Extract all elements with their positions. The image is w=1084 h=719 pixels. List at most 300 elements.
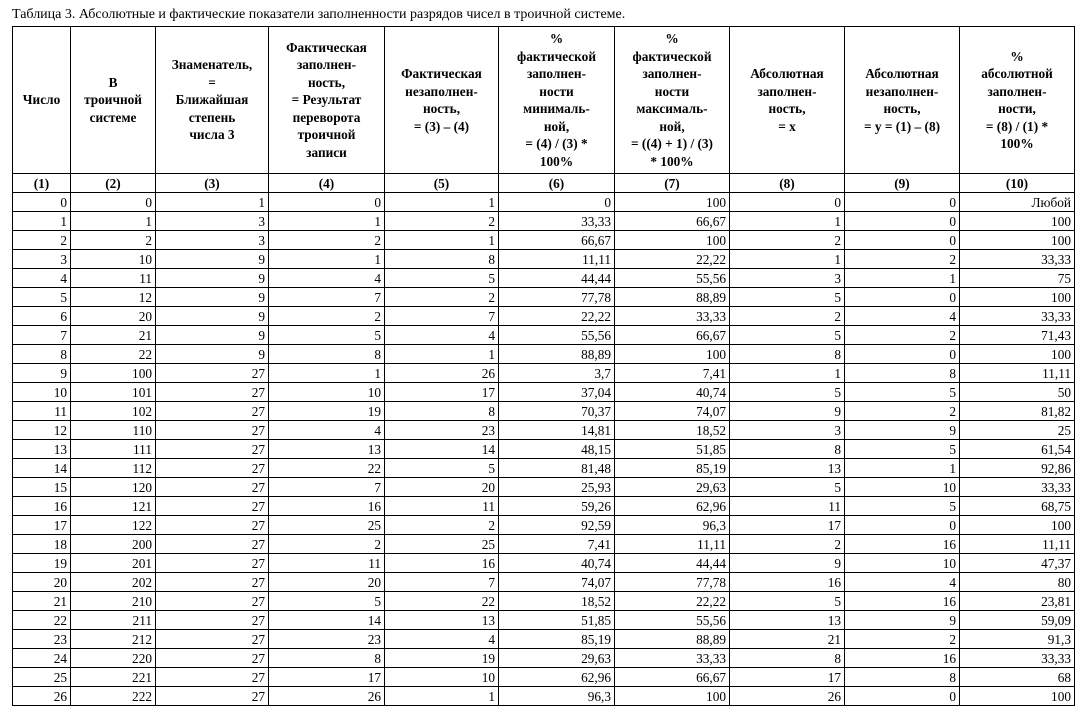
table-cell: 13 bbox=[269, 440, 385, 459]
table-cell: 22,22 bbox=[615, 250, 730, 269]
table-cell: 1 bbox=[156, 193, 269, 212]
ternary-fill-table bbox=[12, 26, 1075, 706]
table-cell: 1 bbox=[269, 364, 385, 383]
table-cell: 21 bbox=[13, 592, 71, 611]
table-cell: 8 bbox=[269, 649, 385, 668]
table-cell: 55,56 bbox=[615, 269, 730, 288]
table-cell: 92,59 bbox=[499, 516, 615, 535]
table-cell: 9 bbox=[156, 345, 269, 364]
table-cell: 11,11 bbox=[960, 364, 1075, 383]
table-cell: 17 bbox=[730, 668, 845, 687]
table-row bbox=[13, 421, 1075, 440]
table-cell: 25 bbox=[385, 535, 499, 554]
table-cell: 10 bbox=[13, 383, 71, 402]
table-cell: 120 bbox=[71, 478, 156, 497]
table-cell: 16 bbox=[845, 535, 960, 554]
table-cell: 11 bbox=[269, 554, 385, 573]
table-cell: 0 bbox=[730, 193, 845, 212]
table-cell: 77,78 bbox=[615, 573, 730, 592]
table-cell: 2 bbox=[845, 326, 960, 345]
table-cell: 1 bbox=[385, 231, 499, 250]
column-number-cell: (9) bbox=[845, 174, 960, 193]
table-cell: 1 bbox=[385, 345, 499, 364]
table-cell: 47,37 bbox=[960, 554, 1075, 573]
table-row bbox=[13, 288, 1075, 307]
table-cell: 10 bbox=[71, 250, 156, 269]
table-cell: 9 bbox=[730, 402, 845, 421]
table-cell: 75 bbox=[960, 269, 1075, 288]
table-row bbox=[13, 231, 1075, 250]
table-cell: 17 bbox=[13, 516, 71, 535]
table-cell: 27 bbox=[156, 554, 269, 573]
table-cell: 222 bbox=[71, 687, 156, 706]
table-caption: Таблица 3. Абсолютные и фактические показатели заполненности разрядов чисел в троичной системе. bbox=[12, 7, 626, 22]
table-cell: 1 bbox=[269, 250, 385, 269]
table-cell: 3,7 bbox=[499, 364, 615, 383]
table-cell: 3 bbox=[730, 421, 845, 440]
table-cell: 51,85 bbox=[615, 440, 730, 459]
table-cell: 7 bbox=[385, 573, 499, 592]
table-cell: 88,89 bbox=[615, 288, 730, 307]
table-cell: 59,26 bbox=[499, 497, 615, 516]
table-cell: 27 bbox=[156, 383, 269, 402]
table-cell: 44,44 bbox=[615, 554, 730, 573]
table-cell: 15 bbox=[13, 478, 71, 497]
table-cell: 10 bbox=[385, 668, 499, 687]
table-cell: 0 bbox=[845, 212, 960, 231]
table-cell: 9 bbox=[845, 611, 960, 630]
table-cell: 14 bbox=[13, 459, 71, 478]
table-cell: 5 bbox=[730, 383, 845, 402]
table-cell: 27 bbox=[156, 440, 269, 459]
table-cell: 37,04 bbox=[499, 383, 615, 402]
table-cell: 50 bbox=[960, 383, 1075, 402]
table-cell: 122 bbox=[71, 516, 156, 535]
table-cell: 33,33 bbox=[499, 212, 615, 231]
header-cell: Абсолютная заполнен- ность, = x bbox=[730, 27, 845, 174]
table-row bbox=[13, 611, 1075, 630]
table-body bbox=[13, 193, 1075, 706]
table-cell: 11 bbox=[71, 269, 156, 288]
table-cell: 18,52 bbox=[499, 592, 615, 611]
table-row bbox=[13, 554, 1075, 573]
table-row bbox=[13, 440, 1075, 459]
table-row bbox=[13, 307, 1075, 326]
table-cell: 27 bbox=[156, 687, 269, 706]
table-cell: 1 bbox=[385, 687, 499, 706]
table-cell: 68,75 bbox=[960, 497, 1075, 516]
table-cell: 12 bbox=[71, 288, 156, 307]
table-row bbox=[13, 364, 1075, 383]
table-cell: 2 bbox=[845, 630, 960, 649]
table-cell: 91,3 bbox=[960, 630, 1075, 649]
table-cell: 5 bbox=[845, 497, 960, 516]
table-cell: 13 bbox=[730, 459, 845, 478]
table-cell: 92,86 bbox=[960, 459, 1075, 478]
table-row bbox=[13, 383, 1075, 402]
table-cell: 20 bbox=[13, 573, 71, 592]
column-number-cell: (7) bbox=[615, 174, 730, 193]
table-cell: 111 bbox=[71, 440, 156, 459]
table-cell: 100 bbox=[71, 364, 156, 383]
table-cell: 5 bbox=[730, 592, 845, 611]
table-cell: 102 bbox=[71, 402, 156, 421]
table-cell: 23,81 bbox=[960, 592, 1075, 611]
table-cell: 3 bbox=[156, 212, 269, 231]
table-cell: 0 bbox=[13, 193, 71, 212]
table-cell: 25 bbox=[13, 668, 71, 687]
table-cell: 20 bbox=[269, 573, 385, 592]
table-row bbox=[13, 193, 1075, 212]
table-cell: 9 bbox=[730, 554, 845, 573]
table-cell: 21 bbox=[71, 326, 156, 345]
table-cell: 10 bbox=[845, 478, 960, 497]
table-cell: 200 bbox=[71, 535, 156, 554]
table-cell: 221 bbox=[71, 668, 156, 687]
table-cell: 1 bbox=[269, 212, 385, 231]
table-cell: 85,19 bbox=[615, 459, 730, 478]
table-cell: 5 bbox=[730, 288, 845, 307]
table-cell: 8 bbox=[845, 668, 960, 687]
table-cell: 11 bbox=[385, 497, 499, 516]
table-cell: 5 bbox=[385, 459, 499, 478]
table-cell: 100 bbox=[960, 345, 1075, 364]
table-cell: 4 bbox=[269, 269, 385, 288]
header-cell: В троичной системе bbox=[71, 27, 156, 174]
table-row bbox=[13, 516, 1075, 535]
header-cell: % абсолютной заполнен- ности, = (8) / (1) * 100% bbox=[960, 27, 1075, 174]
table-cell: 8 bbox=[845, 364, 960, 383]
table-cell: 14 bbox=[385, 440, 499, 459]
table-cell: 1 bbox=[730, 364, 845, 383]
table-cell: 17 bbox=[269, 668, 385, 687]
table-cell: Любой bbox=[960, 193, 1075, 212]
table-cell: 100 bbox=[615, 345, 730, 364]
table-cell: 19 bbox=[269, 402, 385, 421]
table-cell: 0 bbox=[845, 345, 960, 364]
table-cell: 100 bbox=[960, 516, 1075, 535]
table-cell: 10 bbox=[845, 554, 960, 573]
table-cell: 19 bbox=[13, 554, 71, 573]
table-cell: 100 bbox=[960, 687, 1075, 706]
table-cell: 16 bbox=[845, 649, 960, 668]
table-cell: 85,19 bbox=[499, 630, 615, 649]
table-cell: 26 bbox=[385, 364, 499, 383]
table-cell: 121 bbox=[71, 497, 156, 516]
column-number-cell: (8) bbox=[730, 174, 845, 193]
table-cell: 0 bbox=[499, 193, 615, 212]
table-cell: 18 bbox=[13, 535, 71, 554]
table-cell: 13 bbox=[385, 611, 499, 630]
table-cell: 17 bbox=[730, 516, 845, 535]
header-cell: Число bbox=[13, 27, 71, 174]
table-cell: 8 bbox=[269, 345, 385, 364]
table-cell: 1 bbox=[730, 212, 845, 231]
table-cell: 101 bbox=[71, 383, 156, 402]
table-cell: 26 bbox=[269, 687, 385, 706]
table-cell: 66,67 bbox=[615, 212, 730, 231]
table-cell: 88,89 bbox=[499, 345, 615, 364]
table-cell: 22 bbox=[13, 611, 71, 630]
table-cell: 27 bbox=[156, 535, 269, 554]
table-cell: 3 bbox=[13, 250, 71, 269]
table-row bbox=[13, 687, 1075, 706]
table-cell: 0 bbox=[269, 193, 385, 212]
header-cell: Знаменатель, = Ближайшая степень числа 3 bbox=[156, 27, 269, 174]
table-cell: 96,3 bbox=[499, 687, 615, 706]
table-cell: 96,3 bbox=[615, 516, 730, 535]
table-cell: 100 bbox=[615, 231, 730, 250]
table-cell: 5 bbox=[730, 478, 845, 497]
header-cell: Фактическая незаполнен- ность, = (3) – (4) bbox=[385, 27, 499, 174]
table-cell: 77,78 bbox=[499, 288, 615, 307]
table-cell: 9 bbox=[156, 288, 269, 307]
table-row bbox=[13, 269, 1075, 288]
header-cell: % фактической заполнен- ности максималь- ной, = ((4) + 1) / (3) * 100% bbox=[615, 27, 730, 174]
table-cell: 2 bbox=[13, 231, 71, 250]
table-cell: 22,22 bbox=[615, 592, 730, 611]
table-cell: 88,89 bbox=[615, 630, 730, 649]
table-cell: 11,11 bbox=[499, 250, 615, 269]
table-cell: 3 bbox=[156, 231, 269, 250]
header-cell: % фактической заполнен- ности минималь- ной, = (4) / (3) * 100% bbox=[499, 27, 615, 174]
table-row bbox=[13, 478, 1075, 497]
table-cell: 220 bbox=[71, 649, 156, 668]
table-cell: 0 bbox=[71, 193, 156, 212]
table-cell: 27 bbox=[156, 630, 269, 649]
column-number-cell: (2) bbox=[71, 174, 156, 193]
table-cell: 8 bbox=[730, 440, 845, 459]
table-cell: 12 bbox=[13, 421, 71, 440]
table-cell: 7,41 bbox=[615, 364, 730, 383]
table-cell: 25 bbox=[960, 421, 1075, 440]
table-cell: 201 bbox=[71, 554, 156, 573]
table-cell: 5 bbox=[845, 383, 960, 402]
table-row bbox=[13, 573, 1075, 592]
table-cell: 1 bbox=[845, 269, 960, 288]
table-cell: 11,11 bbox=[615, 535, 730, 554]
table-cell: 55,56 bbox=[499, 326, 615, 345]
table-cell: 110 bbox=[71, 421, 156, 440]
table-cell: 17 bbox=[385, 383, 499, 402]
table-cell: 74,07 bbox=[615, 402, 730, 421]
table-cell: 9 bbox=[13, 364, 71, 383]
column-number-row bbox=[13, 174, 1075, 193]
table-row bbox=[13, 250, 1075, 269]
table-cell: 212 bbox=[71, 630, 156, 649]
table-row bbox=[13, 535, 1075, 554]
table-cell: 2 bbox=[845, 402, 960, 421]
table-row bbox=[13, 630, 1075, 649]
table-cell: 7 bbox=[269, 288, 385, 307]
table-cell: 24 bbox=[13, 649, 71, 668]
table-cell: 29,63 bbox=[499, 649, 615, 668]
table-cell: 27 bbox=[156, 364, 269, 383]
table-cell: 80 bbox=[960, 573, 1075, 592]
table-cell: 16 bbox=[845, 592, 960, 611]
table-cell: 5 bbox=[13, 288, 71, 307]
table-cell: 66,67 bbox=[615, 668, 730, 687]
table-cell: 210 bbox=[71, 592, 156, 611]
table-cell: 27 bbox=[156, 402, 269, 421]
table-cell: 2 bbox=[269, 535, 385, 554]
table-cell: 33,33 bbox=[960, 478, 1075, 497]
table-cell: 9 bbox=[156, 250, 269, 269]
table-cell: 11 bbox=[730, 497, 845, 516]
table-cell: 62,96 bbox=[615, 497, 730, 516]
table-cell: 2 bbox=[845, 250, 960, 269]
table-cell: 16 bbox=[13, 497, 71, 516]
table-cell: 0 bbox=[845, 687, 960, 706]
table-cell: 81,48 bbox=[499, 459, 615, 478]
table-cell: 0 bbox=[845, 193, 960, 212]
table-row bbox=[13, 649, 1075, 668]
table-cell: 7 bbox=[13, 326, 71, 345]
table-cell: 2 bbox=[730, 307, 845, 326]
table-cell: 9 bbox=[156, 307, 269, 326]
table-cell: 27 bbox=[156, 497, 269, 516]
table-cell: 100 bbox=[960, 231, 1075, 250]
table-cell: 20 bbox=[385, 478, 499, 497]
table-cell: 14,81 bbox=[499, 421, 615, 440]
column-number-cell: (4) bbox=[269, 174, 385, 193]
table-cell: 4 bbox=[845, 307, 960, 326]
table-cell: 5 bbox=[845, 440, 960, 459]
table-cell: 27 bbox=[156, 592, 269, 611]
table-cell: 1 bbox=[71, 212, 156, 231]
column-number-cell: (6) bbox=[499, 174, 615, 193]
table-cell: 61,54 bbox=[960, 440, 1075, 459]
table-cell: 0 bbox=[845, 516, 960, 535]
table-cell: 100 bbox=[615, 193, 730, 212]
table-cell: 1 bbox=[730, 250, 845, 269]
table-cell: 16 bbox=[730, 573, 845, 592]
table-cell: 211 bbox=[71, 611, 156, 630]
table-cell: 14 bbox=[269, 611, 385, 630]
table-cell: 2 bbox=[385, 288, 499, 307]
table-row bbox=[13, 345, 1075, 364]
table-cell: 16 bbox=[385, 554, 499, 573]
column-number-cell: (5) bbox=[385, 174, 499, 193]
table-cell: 5 bbox=[385, 269, 499, 288]
table-cell: 2 bbox=[71, 231, 156, 250]
table-cell: 2 bbox=[385, 516, 499, 535]
table-row bbox=[13, 592, 1075, 611]
header-cell: Фактическая заполнен- ность, = Результат переворота троичной записи bbox=[269, 27, 385, 174]
table-cell: 81,82 bbox=[960, 402, 1075, 421]
table-cell: 27 bbox=[156, 421, 269, 440]
table-cell: 11 bbox=[13, 402, 71, 421]
table-cell: 10 bbox=[269, 383, 385, 402]
table-cell: 51,85 bbox=[499, 611, 615, 630]
table-cell: 4 bbox=[385, 326, 499, 345]
table-cell: 8 bbox=[385, 250, 499, 269]
table-cell: 13 bbox=[730, 611, 845, 630]
header-cell: Абсолютная незаполнен- ность, = y = (1) – (8) bbox=[845, 27, 960, 174]
table-cell: 19 bbox=[385, 649, 499, 668]
table-cell: 1 bbox=[13, 212, 71, 231]
table-cell: 16 bbox=[269, 497, 385, 516]
table-cell: 100 bbox=[960, 288, 1075, 307]
table-cell: 8 bbox=[13, 345, 71, 364]
header-row bbox=[13, 27, 1075, 174]
table-cell: 22 bbox=[269, 459, 385, 478]
table-cell: 29,63 bbox=[615, 478, 730, 497]
table-cell: 23 bbox=[13, 630, 71, 649]
table-row bbox=[13, 326, 1075, 345]
table-cell: 70,37 bbox=[499, 402, 615, 421]
table-cell: 8 bbox=[730, 649, 845, 668]
table-cell: 1 bbox=[845, 459, 960, 478]
table-cell: 22 bbox=[385, 592, 499, 611]
table-cell: 62,96 bbox=[499, 668, 615, 687]
table-cell: 59,09 bbox=[960, 611, 1075, 630]
table-cell: 8 bbox=[730, 345, 845, 364]
table-cell: 7 bbox=[385, 307, 499, 326]
table-cell: 44,44 bbox=[499, 269, 615, 288]
table-cell: 4 bbox=[385, 630, 499, 649]
table-cell: 23 bbox=[269, 630, 385, 649]
column-number-cell: (1) bbox=[13, 174, 71, 193]
table-cell: 40,74 bbox=[499, 554, 615, 573]
table-cell: 7,41 bbox=[499, 535, 615, 554]
table-cell: 25 bbox=[269, 516, 385, 535]
table-cell: 33,33 bbox=[615, 649, 730, 668]
table-cell: 5 bbox=[730, 326, 845, 345]
table-cell: 13 bbox=[13, 440, 71, 459]
table-row bbox=[13, 212, 1075, 231]
table-cell: 112 bbox=[71, 459, 156, 478]
table-row bbox=[13, 497, 1075, 516]
table-cell: 202 bbox=[71, 573, 156, 592]
table-cell: 0 bbox=[845, 231, 960, 250]
table-cell: 5 bbox=[269, 592, 385, 611]
table-cell: 1 bbox=[385, 193, 499, 212]
table-cell: 2 bbox=[385, 212, 499, 231]
table-cell: 27 bbox=[156, 573, 269, 592]
table-cell: 4 bbox=[13, 269, 71, 288]
table-cell: 100 bbox=[960, 212, 1075, 231]
table-row bbox=[13, 668, 1075, 687]
table-cell: 8 bbox=[385, 402, 499, 421]
table-cell: 7 bbox=[269, 478, 385, 497]
table-cell: 33,33 bbox=[960, 250, 1075, 269]
table-cell: 68 bbox=[960, 668, 1075, 687]
table-cell: 4 bbox=[845, 573, 960, 592]
table-row bbox=[13, 402, 1075, 421]
table-cell: 9 bbox=[845, 421, 960, 440]
table-cell: 11,11 bbox=[960, 535, 1075, 554]
table-cell: 26 bbox=[730, 687, 845, 706]
table-cell: 27 bbox=[156, 649, 269, 668]
table-cell: 33,33 bbox=[960, 307, 1075, 326]
table-cell: 27 bbox=[156, 478, 269, 497]
table-cell: 74,07 bbox=[499, 573, 615, 592]
table-cell: 100 bbox=[615, 687, 730, 706]
table-cell: 9 bbox=[156, 269, 269, 288]
table-cell: 2 bbox=[730, 535, 845, 554]
table-cell: 66,67 bbox=[615, 326, 730, 345]
table-cell: 27 bbox=[156, 668, 269, 687]
table-cell: 3 bbox=[730, 269, 845, 288]
table-cell: 40,74 bbox=[615, 383, 730, 402]
table-cell: 55,56 bbox=[615, 611, 730, 630]
table-cell: 18,52 bbox=[615, 421, 730, 440]
table-cell: 66,67 bbox=[499, 231, 615, 250]
table-cell: 0 bbox=[845, 288, 960, 307]
table-cell: 33,33 bbox=[615, 307, 730, 326]
column-number-cell: (3) bbox=[156, 174, 269, 193]
